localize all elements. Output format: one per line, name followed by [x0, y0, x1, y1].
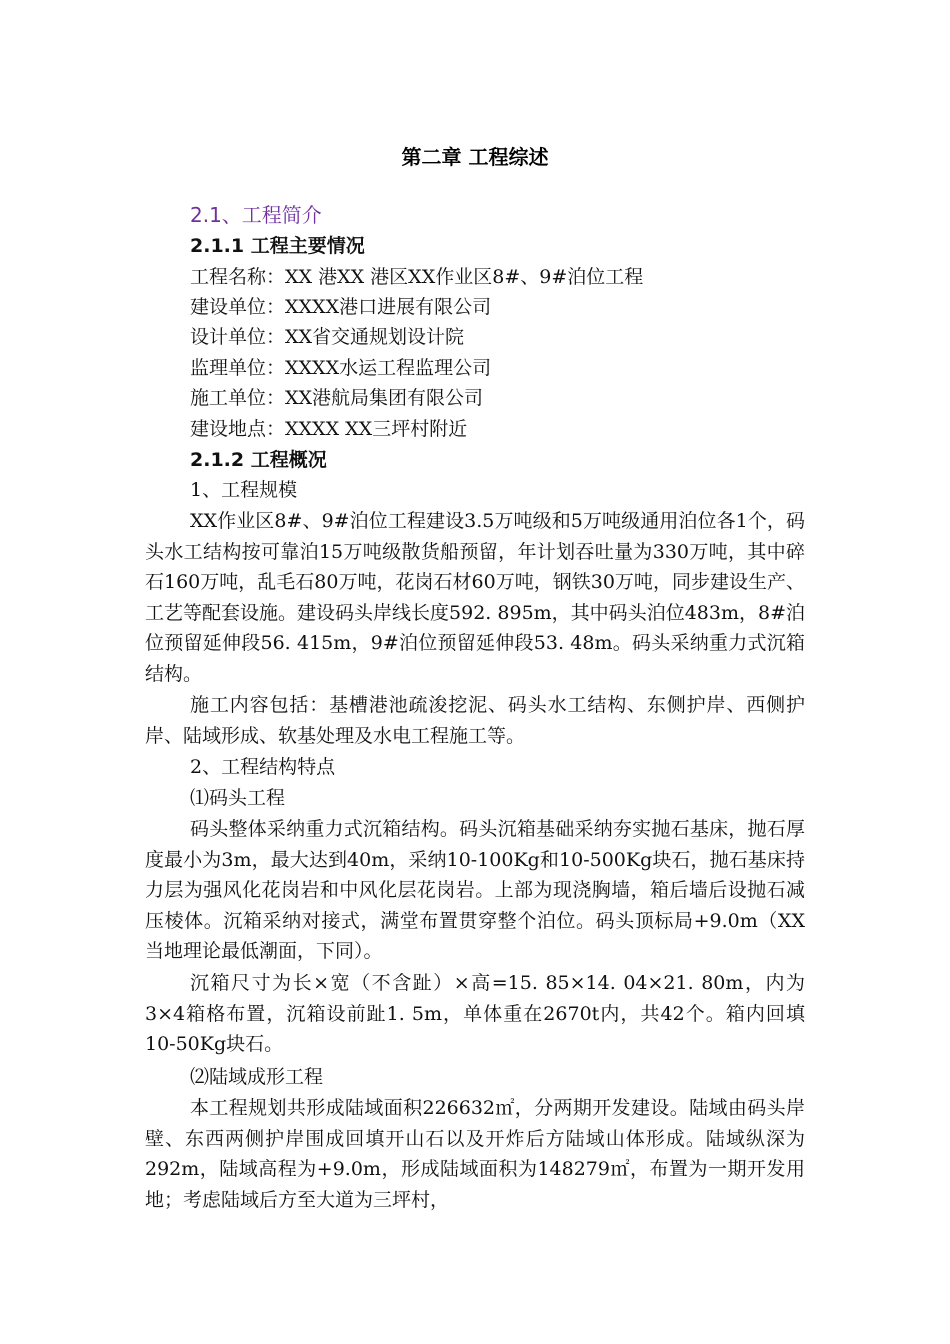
subsection-title-main-info: 2.1.1 工程主要情况 [190, 235, 365, 257]
info-designer: 设计单位：XX省交通规划设计院 [190, 326, 465, 348]
info-location: 建设地点：XXXX XX三坪村附近 [190, 418, 468, 440]
info-contractor: 施工单位：XX港航局集团有限公司 [190, 387, 484, 409]
paragraph-caisson: 沉箱尺寸为长×宽（不含趾）×高=15. 85×14. 04×21. 80m，内为3×4箱格布置，沉箱设前趾1. 5m，单体重在2670t内，共42个。箱内回填10-50Kg块石。 [145, 972, 805, 1055]
info-supervisor: 监理单位：XXXX水运工程监理公司 [190, 357, 492, 379]
paragraph-construction-content: 施工内容包括：基槽港池疏浚挖泥、码头水工结构、东侧护岸、西侧护岸、陆域形成、软基处理及水电工程施工等。 [145, 694, 805, 747]
paragraph-wharf: 码头整体采纳重力式沉箱结构。码头沉箱基础采纳夯实抛石基床，抛石厚度最小为3m，最大达到40m，采纳10-100Kg和10-500Kg块石，抛石基床持力层为强风化花岗岩和中风化层花岗岩。上部为现浇胸墙，箱后墙后设抛石减压棱体。沉箱采纳对接式，满堂布置贯穿整个泊位。码头顶标局+9.0m（XX当地理论最低潮面，下同）。 [145, 818, 805, 962]
item-land-heading: ⑵陆域成形工程 [190, 1066, 324, 1088]
paragraph-land: 本工程规划共形成陆域面积226632㎡，分两期开发建设。陆域由码头岸壁、东西两侧护岸围成回填开山石以及开炸后方陆域山体形成。陆域纵深为292m，陆域高程为+9.0m，形成陆域面积为148279㎡，布置为一期开发用地；考虑陆域后方至大道为三坪村， [145, 1097, 805, 1211]
section-title: 2.1、工程简介 [190, 203, 322, 227]
info-builder: 建设单位：XXXX港口进展有限公司 [190, 296, 492, 318]
paragraph-scale: XX作业区8#、9#泊位工程建设3.5万吨级和5万吨级通用泊位各1个，码头水工结构按可靠泊15万吨级散货船预留，年计划吞吐量为330万吨，其中碎石160万吨，乱毛石80万吨，花岗石材60万吨，钢铁30万吨，同步建设生产、工艺等配套设施。建设码头岸线长度592. 895m，其中码头泊位483m，8#泊位预留延伸段56. 415m，9#泊位预留延伸段53. 48m。码头采纳重力式沉箱结构。 [145, 510, 805, 685]
subsection-title-overview: 2.1.2 工程概况 [190, 449, 327, 471]
item-scale-heading: 1、工程规模 [190, 479, 298, 501]
item-structure-heading: 2、工程结构特点 [190, 756, 336, 778]
info-project-name: 工程名称：XX 港XX 港区XX作业区8#、9#泊位工程 [190, 266, 644, 288]
item-wharf-heading: ⑴码头工程 [190, 787, 286, 809]
chapter-title: 第二章 工程综述 [401, 145, 549, 169]
